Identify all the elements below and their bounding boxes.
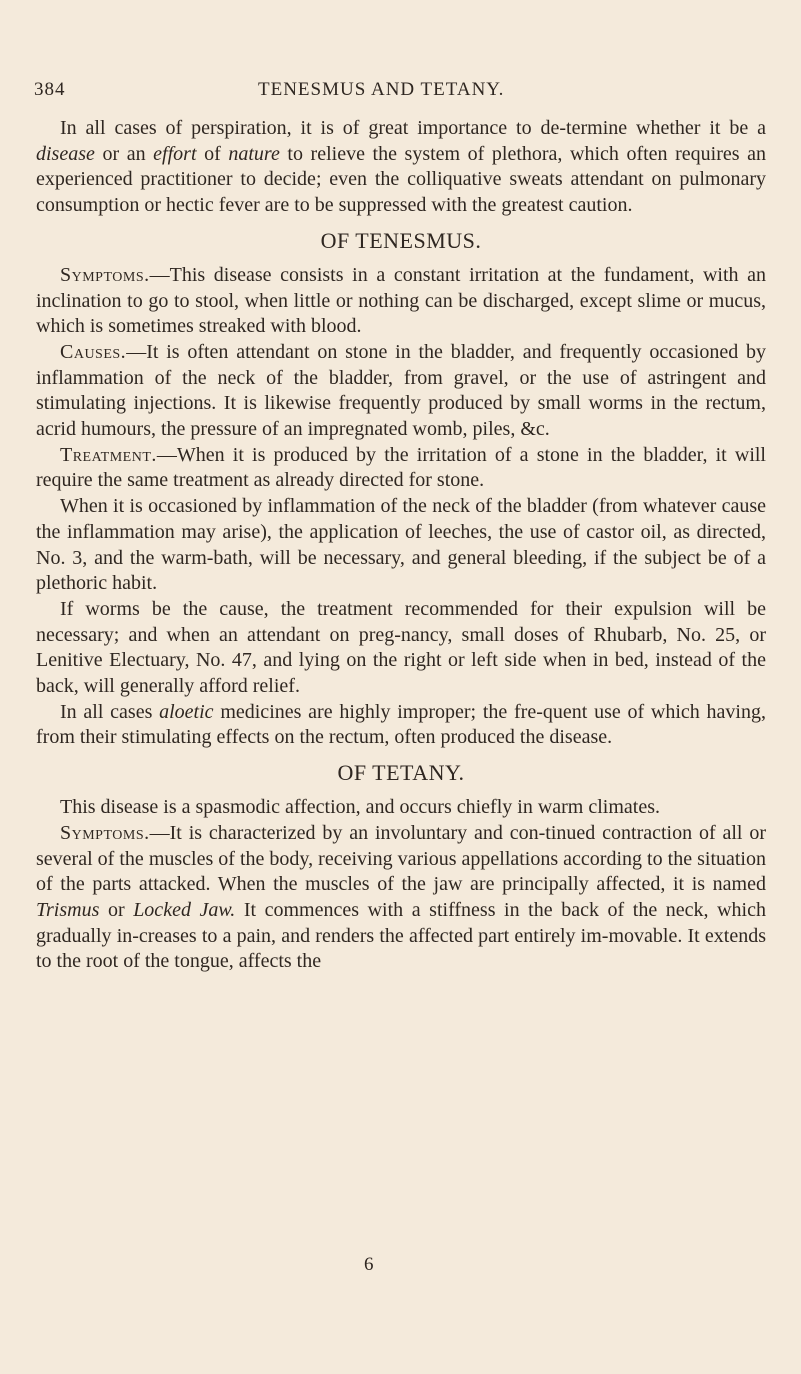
label-tetany-symptoms: Symptoms. — [60, 821, 150, 844]
paragraph-tetany-symptoms: Symptoms.—It is characterized by an involuntary and con-tinued contraction of all or several of the muscles of the body, receiving various appellations according to the situation of the parts attacked. When the muscles of the jaw are principally affected, it is named Trismus or Locked Jaw. It commences with a stiffness in the back of the neck, which gradually in-creases to a pain, and renders the affected part entirely im-movable. It extends to the root of the tongue, affects the — [36, 821, 766, 973]
paragraph-tenesmus-treatment: Treatment.—When it is produced by the irritation of a stone in the bladder, it will require the same treatment as already directed for stone. — [36, 443, 766, 492]
paragraph-tetany-intro: This disease is a spasmodic affection, and occurs chiefly in warm climates. — [60, 796, 660, 819]
paragraph-worms-treatment: If worms be the cause, the treatment recommended for their expulsion will be necessary; and when an attendant on preg-nancy, small doses of Rhubarb, No. 25, or Lenitive Electuary, No. 47, and lying on the right or left side when in bed, instead of the back, will generally afford relief. — [36, 597, 766, 698]
heading-tetany: OF TETANY. — [337, 760, 465, 786]
running-head — [34, 79, 767, 103]
paragraph-tenesmus-symptoms: Symptoms.—This disease consists in a constant irritation at the fundament, with an inclination to go to stool, when little or nothing can be discharged, except slime or mucus, which is sometimes streaked with blood. — [36, 263, 766, 338]
emphasis-nature: nature — [228, 142, 280, 165]
body-text — [36, 116, 766, 975]
paragraph-perspiration: In all cases of perspiration, it is of great importance to de-termine whether it be a disease or an effort of nature to relieve the system of plethora, which often requires an experienced practitioner to decide; even the colliquative sweats attendant on pulmonary consumption or hectic fever are to be suppressed with the greatest caution. — [36, 117, 766, 217]
emphasis-effort: effort — [153, 142, 197, 165]
emphasis-locked-jaw: Locked Jaw. — [133, 898, 236, 921]
signature-mark: 6 — [364, 1254, 374, 1275]
label-causes: Causes. — [60, 340, 127, 363]
running-title: TENESMUS AND TETANY. — [258, 79, 505, 100]
label-treatment: Treatment. — [60, 443, 157, 466]
paragraph-aloetic: In all cases aloetic medicines are highly improper; the fre-quent use of which having, from their stimulating effects on the rectum, often produced the disease. — [36, 700, 766, 749]
emphasis-trismus: Trismus — [36, 898, 100, 921]
page-number: 384 — [34, 79, 66, 100]
paragraph-tenesmus-causes: Causes.—It is often attendant on stone in the bladder, and frequently occasioned by inflammation of the neck of the bladder, from gravel, or the use of astringent and stimulating injections. It is likewise frequently produced by small worms in the rectum, acrid humours, the pressure of an impregnated womb, piles, &c. — [36, 340, 766, 441]
emphasis-disease: disease — [36, 142, 95, 165]
heading-tenesmus: OF TENESMUS. — [320, 227, 482, 253]
emphasis-aloetic: aloetic — [159, 700, 214, 723]
label-symptoms: Symptoms. — [60, 263, 150, 286]
paragraph-inflammation-treatment: When it is occasioned by inflammation of the neck of the bladder (from whatever cause the inflammation may arise), the application of leeches, the use of castor oil, as directed, No. 3, and the warm-bath, will be necessary, and general bleeding, if the subject be of a plethoric habit. — [36, 495, 766, 595]
